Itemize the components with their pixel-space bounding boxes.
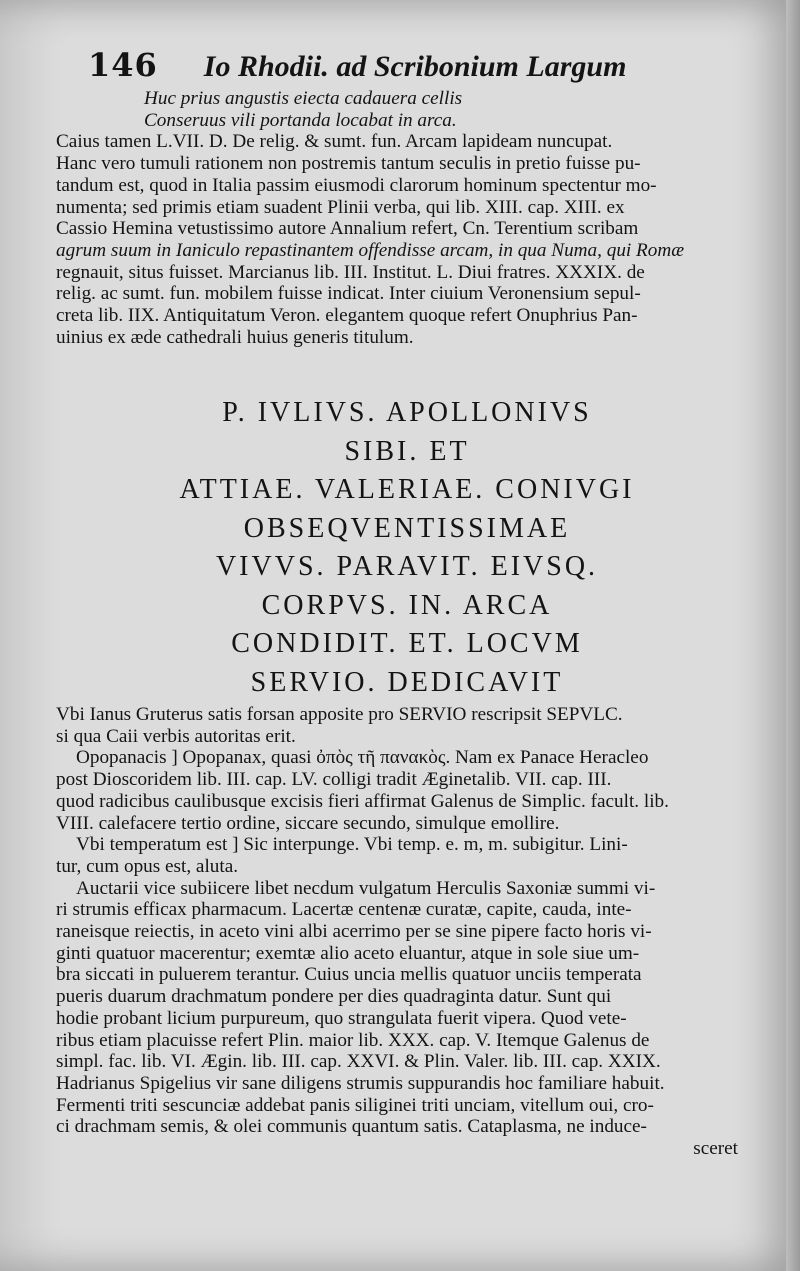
text-line: numenta; sed primis etiam suadent Plinii verba, qui lib. XIII. cap. XIII. ex	[56, 196, 625, 218]
top-text-block	[56, 88, 758, 348]
text-line: Auctarii vice subiicere libet necdum vulgatum Herculis Saxoniæ summi vi-	[76, 877, 656, 899]
text-line: Cassio Hemina vetustissimo autore Annalium refert, Cn. Terentium scribam	[56, 218, 639, 240]
inscription-line: CONDIDIT. ET. LOCVM	[231, 628, 583, 659]
text-line: tandum est, quod in Italia passim eiusmodi clarorum hominum spectentur mo-	[56, 174, 657, 196]
text-line: Hanc vero tumuli rationem non postremis tantum seculis in pretio fuisse pu-	[56, 153, 641, 175]
catchword: sceret	[693, 1138, 738, 1160]
page-number: 146	[88, 46, 158, 84]
text-line: quod radicibus caulibusque excisis fieri affirmat Galenus de Simplic. facult. lib.	[56, 790, 669, 812]
bottom-text-block	[56, 704, 758, 1160]
inscription-line: CORPVS. IN. ARCA	[261, 589, 553, 621]
text-line: Caius tamen L.VII. D. De relig. & sumt. fun. Arcam lapideam nuncupat.	[56, 131, 613, 153]
text-line: simpl. fac. lib. VI. Ægin. lib. III. cap. XXVI. & Plin. Valer. lib. III. cap. XXIX.	[56, 1051, 661, 1073]
text-line: post Dioscoridem lib. III. cap. LV. colligi tradit Æginetalib. VII. cap. III.	[56, 769, 612, 791]
text-line: ribus etiam placuisse refert Plin. maior lib. XXX. cap. V. Itemque Galenus de	[56, 1029, 650, 1051]
text-line: relig. ac sumt. fun. mobilem fuisse indicat. Inter ciuium Veronensium sepul-	[56, 283, 641, 305]
text-line: Opopanacis ] Opopanax, quasi ὀπὸς τῆ πανακὸς. Nam ex Panace Heracleo	[76, 747, 649, 769]
page-header	[88, 46, 748, 90]
text-line: ci drachmam semis, & olei communis quantum satis. Cataplasma, ne induce-	[56, 1116, 647, 1138]
text-line: regnauit, situs fuisset. Marcianus lib. III. Institut. L. Diui fratres. XXXIX. de	[56, 261, 645, 283]
inscription-line: SIBI. ET	[344, 435, 470, 467]
text-line: raneisque reiectis, in aceto vini albi acerrimo per se sine pipere facto horis vi-	[56, 921, 652, 943]
text-line: Fermenti triti sescunciæ addebat panis siliginei triti unciam, vitellum oui, cro-	[56, 1094, 654, 1116]
inscription-line: ATTIAE. VALERIAE. CONIVGI	[179, 474, 635, 505]
text-line: pueris duarum drachmatum pondere per dies quadraginta datur. Sunt qui	[56, 986, 612, 1008]
inscription-line: SERVIO. DEDICAVIT	[250, 666, 564, 698]
page-spine-shadow	[786, 0, 800, 1271]
inscription-line: P. IVLIVS. APOLLONIVS	[222, 397, 592, 428]
inscription-line: VIVVS. PARAVIT. EIVSQ.	[215, 551, 599, 582]
text-line: Huc prius angustis eiecta cadauera cellis	[144, 88, 463, 109]
text-line: Conseruus vili portanda locabat in arca.	[144, 109, 457, 131]
text-line: bra siccati in puluerem terantur. Cuius uncia mellis quatuor unciis temperata	[56, 964, 642, 986]
text-line: agrum suum in Ianiculo repastinantem offendisse arcam, in qua Numa, qui Romæ	[56, 239, 685, 261]
latin-inscription	[56, 394, 758, 702]
text-line: Vbi temperatum est ] Sic interpunge. Vbi temp. e. m, m. subigitur. Lini-	[76, 834, 628, 856]
text-line: VIII. calefacere tertio ordine, siccare secundo, simulque emollire.	[56, 812, 560, 834]
inscription-line: OBSEQVENTISSIMAE	[243, 512, 571, 544]
text-line: si qua Caii verbis autoritas erit.	[56, 725, 296, 747]
text-line: ginti quatuor macerentur; exemtæ alio aceto eluantur, atque in sole siue um-	[56, 942, 640, 964]
text-line: ri strumis efficax pharmacum. Lacertæ centenæ curatæ, capite, cauda, inte-	[56, 899, 632, 921]
text-line: tur, cum opus est, aluta.	[56, 855, 239, 877]
text-line: Hadrianus Spigelius vir sane diligens strumis suppurandis hoc familiare habuit.	[56, 1072, 665, 1094]
running-head: Io Rhodii. ad Scribonium Largum	[203, 50, 627, 83]
text-line: hodie probant licium purpureum, quo strangulata fuerit vipera. Quod vete-	[56, 1007, 627, 1029]
text-line: creta lib. IIX. Antiquitatum Veron. elegantem quoque refert Onuphrius Pan-	[56, 305, 638, 327]
text-line: Vbi Ianus Gruterus satis forsan apposite pro SERVIO rescripsit SEPVLC.	[56, 704, 623, 725]
text-line: uinius ex æde cathedrali huius generis titulum.	[56, 326, 414, 348]
